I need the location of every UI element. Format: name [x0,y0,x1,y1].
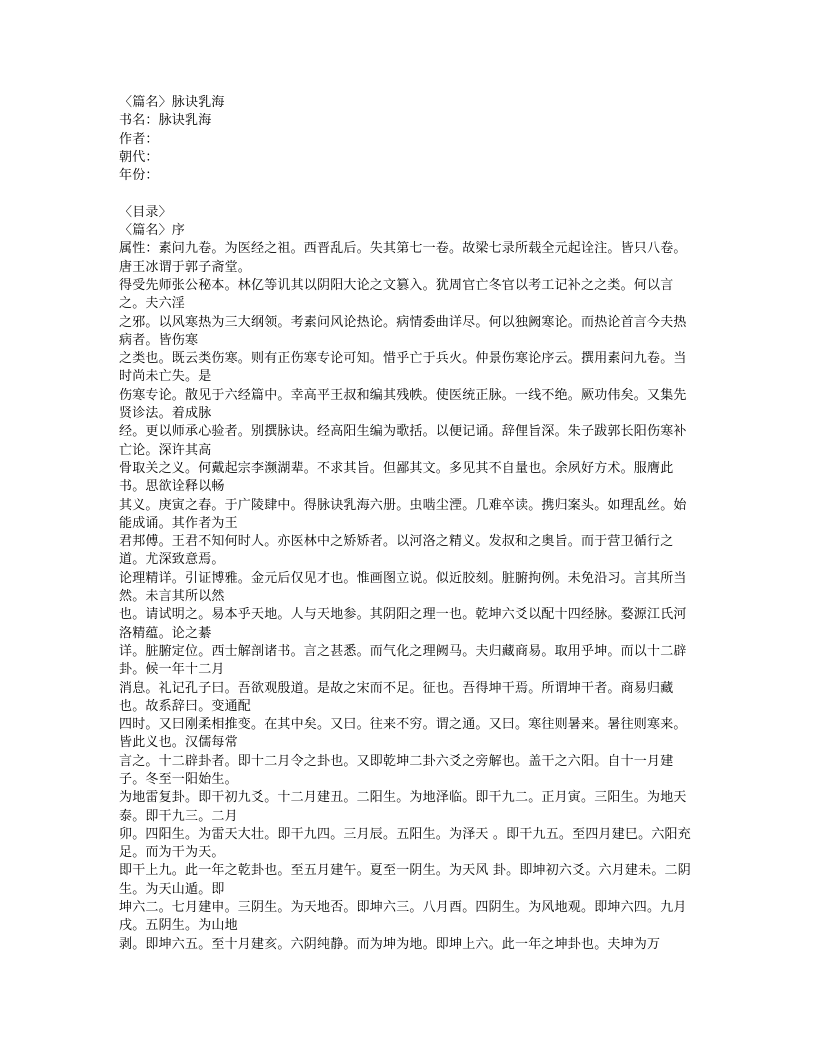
body-paragraph: 君邦傅。王君不知何时人。亦医林中之矫矫者。以河洛之精义。发叔和之奥旨。而于营卫循行之道。尤深致意焉。 [119,534,674,568]
body-paragraph: 四时。又曰刚柔相推变。在其中矣。又曰。往来不穷。谓之通。又曰。寒往则暑来。暑往则寒来。皆此义也。汉儒每常 [119,717,687,751]
body-paragraph: 言之。十二辟卦者。即十二月令之卦也。又即乾坤二卦六爻之旁解也。盖干之六阳。自十一月建子。冬至一阳始生。 [119,753,674,787]
dynasty-line: 朝代： [119,149,159,165]
body-paragraph: 其义。庚寅之春。于广陵肆中。得脉诀乳海六册。虫啮尘湮。几难卒读。携归案头。如理乱丝。始能成诵。其作者为王 [119,497,687,531]
body-paragraph: 即干上九。此一年之乾卦也。至五月建午。夏至一阴生。为天风 卦。即坤初六爻。六月建未。二阴生。为天山遁。即 [119,863,691,897]
body-paragraph: 为地雷复卦。即干初九爻。十二月建丑。二阳生。为地泽临。即干九二。正月寅。三阳生。为地天泰。即干九三。二月 [119,790,687,824]
year-line: 年份： [119,168,159,184]
body-paragraph: 之类也。既云类伤寒。则有正伤寒专论可知。惜乎亡于兵火。仲景伤寒论序云。撰用素问九卷。当时尚未亡失。是 [119,351,687,385]
body-paragraph: 坤六二。七月建申。三阴生。为天地否。即坤六三。八月酉。四阴生。为风地观。即坤六四。九月戌。五阴生。为山地 [119,900,687,934]
body-paragraph: 消息。礼记孔子曰。吾欲观殷道。是故之宋而不足。征也。吾得坤干焉。所谓坤干者。商易归藏也。故系辞曰。变通配 [119,680,674,714]
body-paragraph: 骨取关之义。何戴起宗李濒湖辈。不求其旨。但鄙其文。多见其不自量也。余夙好方术。服膺此书。思欲诠释以畅 [119,460,674,495]
body-paragraph: 伤寒专论。散见于六经篇中。幸高平王叔和编其残帙。使医统正脉。一线不绝。厥功伟矣。又集先贤诊法。着成脉 [119,387,687,422]
book-title-line: 书名：脉诀乳海 [119,113,212,129]
body-paragraph: 卯。四阳生。为雷天大壮。即干九四。三月辰。五阳生。为泽天 。即干九五。至四月建巳。六阳充足。而为干为天。 [119,826,691,861]
body-paragraph: 也。请试明之。易本乎天地。人与天地参。其阴阳之理一也。乾坤六爻以配十四经脉。婺源江氏河洛精蕴。论之綦 [119,607,687,641]
chapter-heading: 〈篇名〉脉诀乳海 [119,95,225,110]
preface-body [119,240,699,954]
body-paragraph: 剥。即坤六五。至十月建亥。六阴纯静。而为坤为地。即坤上六。此一年之坤卦也。夫坤为万 [119,936,661,952]
blank-spacer [119,185,699,203]
body-paragraph: 得受先师张公秘本。林亿等讥其以阴阳大论之文篡入。犹周官亡冬官以考工记补之之类。何以言之。夫六淫 [119,277,674,312]
author-line: 作者： [119,131,159,147]
body-paragraph: 论理精详。引证博雅。金元后仅见才也。惟画图立说。似近胶刻。脏腑拘例。未免沿习。言其所当然。未言其所以然 [119,570,687,605]
section-heading: 〈篇名〉序 [119,223,186,239]
body-paragraph: 属性：素问九卷。为医经之祖。西晋乱后。失其第七一卷。故梁七录所载全元起诠注。皆只八卷。唐王冰谓于郭子斋堂。 [119,241,687,275]
body-paragraph: 经。更以师承心验者。别撰脉诀。经高阳生编为歌括。以便记诵。辞俚旨深。朱子跋郭长阳伤寒补亡论。深许其高 [119,424,687,458]
body-paragraph: 详。脏腑定位。西士解剖诸书。言之甚悉。而气化之理阙马。夫归藏商易。取用乎坤。而以十二辟卦。候一年十二月 [119,643,687,678]
toc-heading: 〈目录〉 [119,204,172,220]
body-paragraph: 之邪。以风寒热为三大纲领。考素问风论热论。病情委曲详尽。何以独阙寒论。而热论首言今夫热病者。皆伤寒 [119,314,687,348]
document-page [119,94,699,954]
